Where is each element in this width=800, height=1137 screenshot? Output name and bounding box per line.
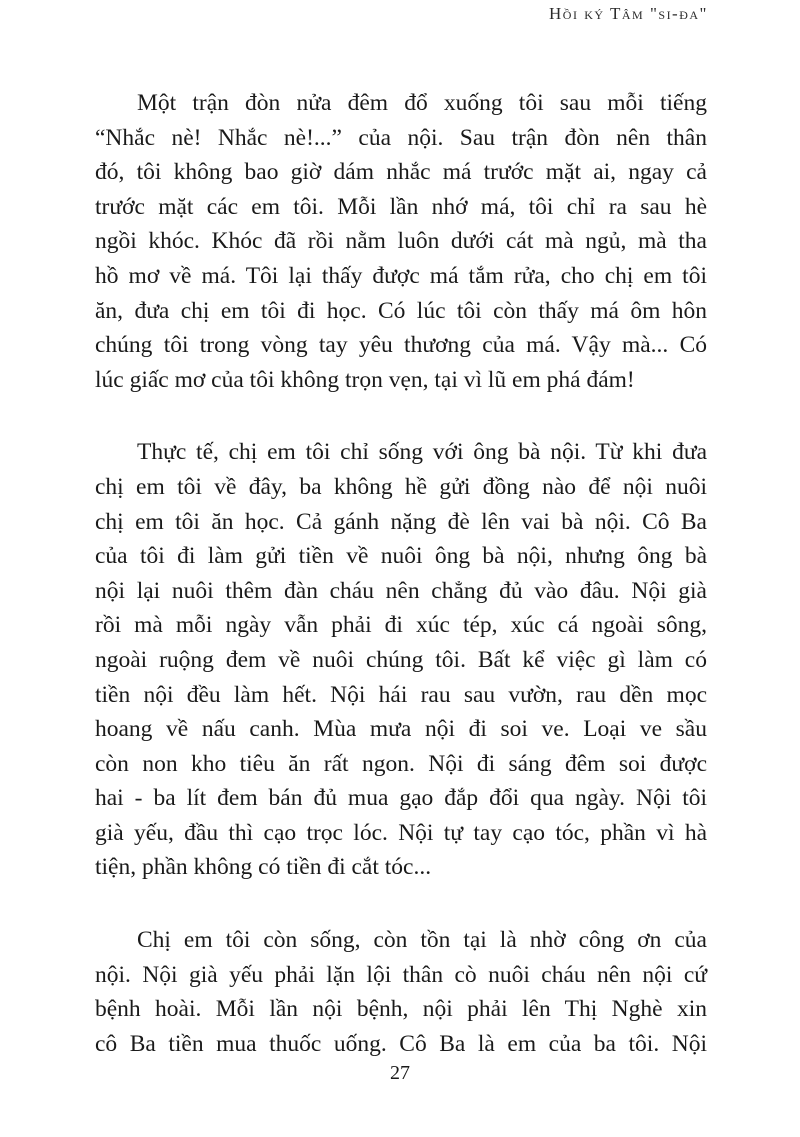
text-line: của tôi đi làm gửi tiền về nuôi ông bà nội, nhưng ông bà <box>95 543 707 570</box>
text-line: hai - ba lít đem bán đủ mua gạo đắp đổi qua ngày. Nội tôi <box>95 785 707 812</box>
running-header: Hồi ký Tâm "si-đa" <box>549 4 708 23</box>
text-line: “Nhắc nè! Nhắc nè!...” của nội. Sau trận đòn nên thân <box>95 124 707 151</box>
paragraph-1 <box>95 86 707 397</box>
text-line: chị em tôi ăn học. Cả gánh nặng đè lên vai bà nội. Cô Ba <box>95 508 707 535</box>
text-line: Một trận đòn nửa đêm đổ xuống tôi sau mỗi tiếng <box>137 90 707 116</box>
page-number: 27 <box>390 1062 410 1084</box>
text-line: ngoài ruộng đem về nuôi chúng tôi. Bất kể việc gì làm có <box>95 646 707 673</box>
text-line: rồi mà mỗi ngày vẫn phải đi xúc tép, xúc cá ngoài sông, <box>95 612 707 639</box>
text-line: nội lại nuôi thêm đàn cháu nên chẳng đủ vào đâu. Nội già <box>95 577 707 604</box>
text-line: nội. Nội già yếu phải lặn lội thân cò nuôi cháu nên nội cứ <box>95 961 707 988</box>
body-text <box>95 86 707 1061</box>
text-line: ăn, đưa chị em tôi đi học. Có lúc tôi còn thấy má ôm hôn <box>95 297 707 324</box>
text-line: cô Ba tiền mua thuốc uống. Cô Ba là em của ba tôi. Nội <box>95 1030 707 1057</box>
text-line: hồ mơ về má. Tôi lại thấy được má tắm rửa, cho chị em tôi <box>95 262 707 289</box>
text-line: già yếu, đầu thì cạo trọc lóc. Nội tự tay cạo tóc, phần vì hà <box>95 819 707 846</box>
paragraph-3 <box>95 923 707 1061</box>
paragraph-2 <box>95 435 707 885</box>
text-line: hoang về nấu canh. Mùa mưa nội đi soi ve. Loại ve sầu <box>95 716 707 743</box>
text-line: bệnh hoài. Mỗi lần nội bệnh, nội phải lên Thị Nghè xin <box>95 996 707 1023</box>
text-line: lúc giấc mơ của tôi không trọn vẹn, tại vì lũ em phá đám! <box>95 366 635 393</box>
text-line: Chị em tôi còn sống, còn tồn tại là nhờ công ơn của <box>137 927 707 954</box>
text-line: ngồi khóc. Khóc đã rồi nằm luôn dưới cát mà ngủ, mà tha <box>95 228 707 255</box>
text-line: chị em tôi về đây, ba không hề gửi đồng nào để nội nuôi <box>95 473 707 500</box>
text-line: tiền nội đều làm hết. Nội hái rau sau vườn, rau dền mọc <box>95 681 707 708</box>
text-line: trước mặt các em tôi. Mỗi lần nhớ má, tôi chỉ ra sau hè <box>95 193 707 220</box>
text-line: Thực tế, chị em tôi chỉ sống với ông bà nội. Từ khi đưa <box>137 439 707 466</box>
text-line: còn non kho tiêu ăn rất ngon. Nội đi sáng đêm soi được <box>95 750 707 777</box>
text-line: đó, tôi không bao giờ dám nhắc má trước mặt ai, ngay cả <box>95 159 707 186</box>
text-line: tiện, phần không có tiền đi cắt tóc... <box>95 854 432 881</box>
text-line: chúng tôi trong vòng tay yêu thương của má. Vậy mà... Có <box>95 332 707 359</box>
